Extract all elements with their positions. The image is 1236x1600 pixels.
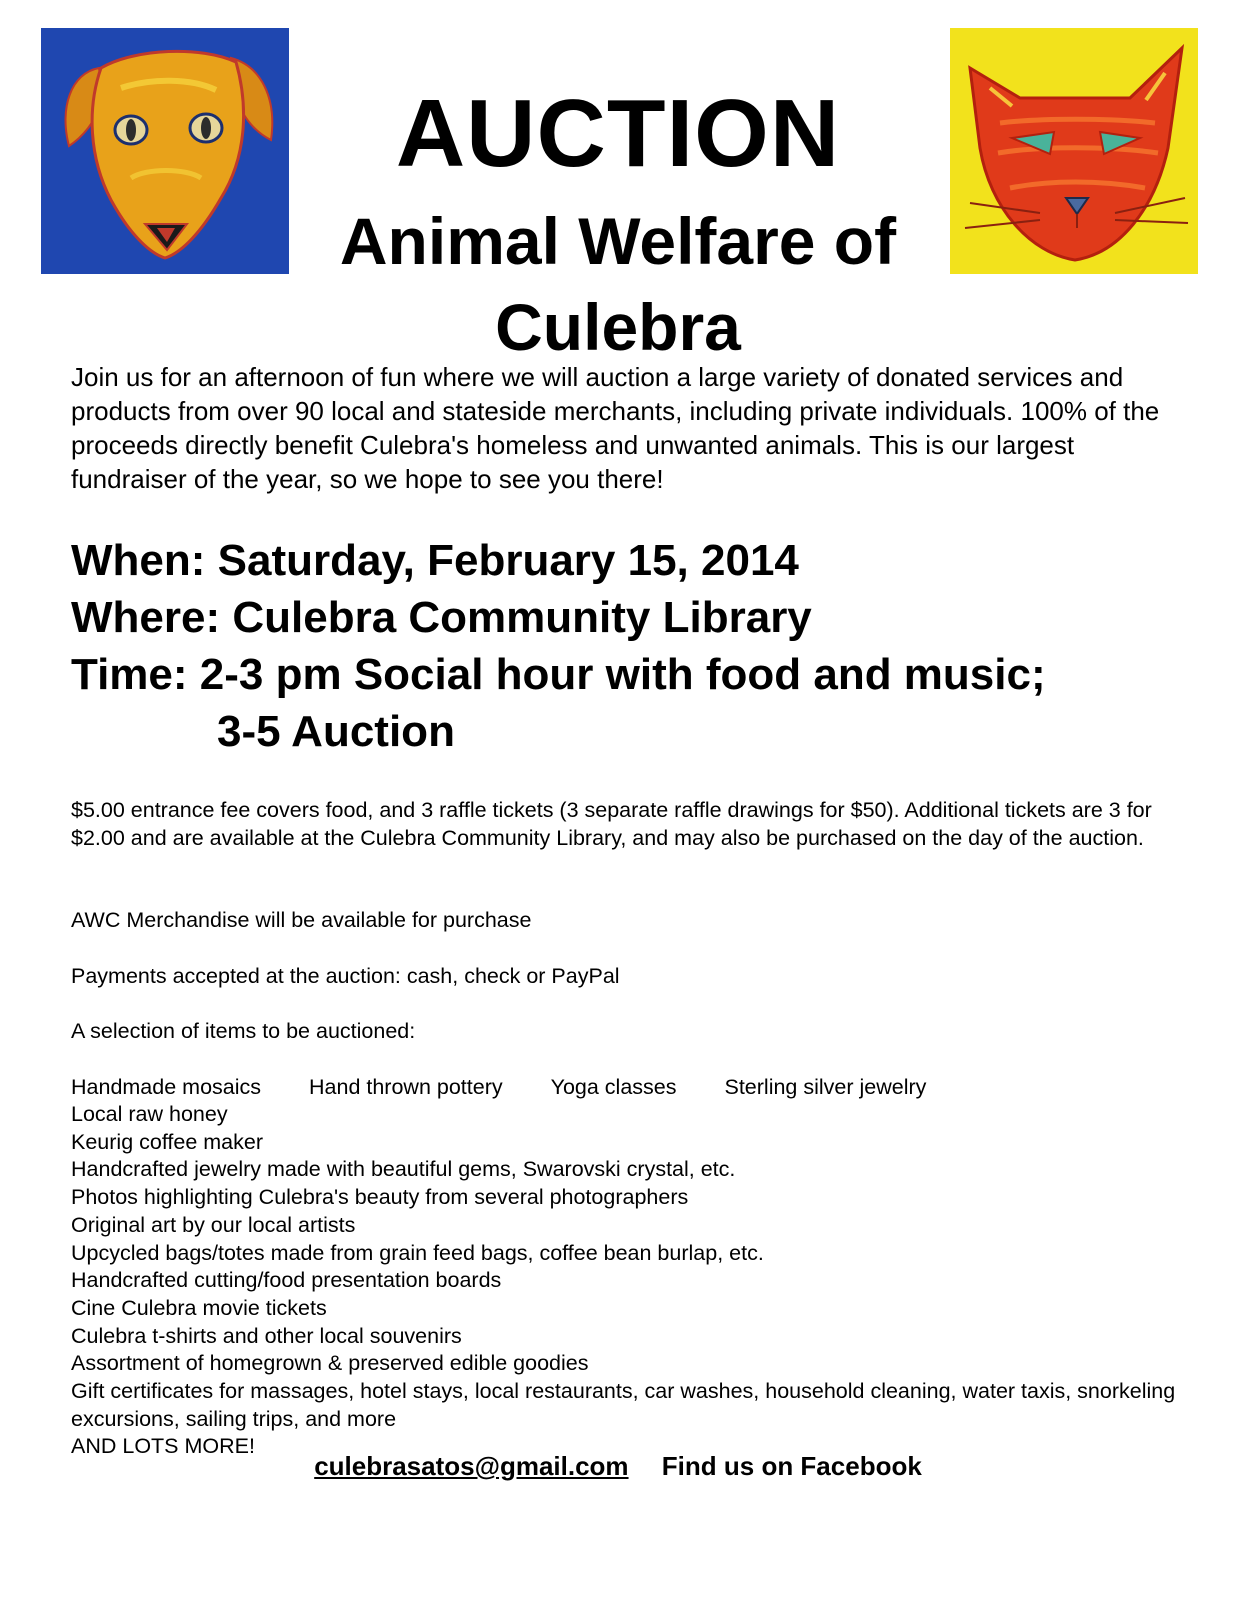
event-details: [71, 532, 1201, 760]
entrance-fee-text: $5.00 entrance fee covers food, and 3 raffle tickets (3 separate raffle drawings for $50). Additional tickets are 3 for $2.00 and are available at the Culebra Community Library, and may also be purchased on the day of the auction.: [71, 798, 1152, 850]
list-item: Handcrafted cutting/food presentation boards: [71, 1268, 502, 1293]
merchandise-text: AWC Merchandise will be available for purchase: [71, 908, 532, 932]
list-item: Sterling silver jewelry: [724, 1075, 927, 1099]
list-item: Original art by our local artists: [71, 1212, 356, 1237]
list-item: AND LOTS MORE!: [71, 1434, 255, 1459]
list-item: Photos highlighting Culebra's beauty from several photographers: [71, 1185, 689, 1210]
items-row: [71, 1073, 968, 1101]
list-item: Local raw honey: [71, 1102, 228, 1126]
auction-items-list: [71, 1101, 1181, 1461]
selection-heading: A selection of items to be auctioned:: [71, 1019, 416, 1043]
list-item: Assortment of homegrown & preserved edible goodies: [71, 1351, 589, 1376]
list-item: Yoga classes: [550, 1075, 677, 1099]
event-when: When: Saturday, February 15, 2014: [71, 536, 799, 585]
dog-painting-icon: [41, 28, 289, 274]
email-link[interactable]: culebrasatos@gmail.com: [314, 1451, 629, 1481]
list-item: Gift certificates for massages, hotel stays, local restaurants, car washes, household cleaning, water taxis, snorkeling excursions, sailing trips, and more: [71, 1379, 1176, 1431]
list-item: Handmade mosaics: [71, 1075, 262, 1099]
list-item: Upcycled bags/totes made from grain feed bags, coffee bean burlap, etc.: [71, 1240, 764, 1265]
cat-painting-icon: [950, 28, 1198, 274]
intro-paragraph: Join us for an afternoon of fun where we will auction a large variety of donated services and products from over 90 local and stateside merchants, including private individuals. 100% of the proceeds directly benefit Culebra's homeless and unwanted animals. This is our largest fundraiser of the year, so we hope to see you there!: [71, 362, 1160, 494]
event-where: Where: Culebra Community Library: [71, 593, 812, 642]
list-item: Keurig coffee maker: [71, 1129, 264, 1154]
list-item: Culebra t-shirts and other local souvenirs: [71, 1323, 462, 1348]
list-item: Hand thrown pottery: [309, 1075, 503, 1099]
event-time-continued: 3-5 Auction: [217, 707, 455, 756]
footer-contact: [0, 1449, 1236, 1483]
list-item: Handcrafted jewelry made with beautiful gems, Swarovski crystal, etc.: [71, 1157, 736, 1182]
organization-name: Animal Welfare of Culebra: [339, 204, 897, 364]
event-time: Time: 2-3 pm Social hour with food and music;: [71, 650, 1046, 699]
page-title: AUCTION: [395, 80, 841, 187]
payments-text: Payments accepted at the auction: cash, check or PayPal: [71, 964, 620, 988]
facebook-text: Find us on Facebook: [661, 1451, 922, 1481]
list-item: Cine Culebra movie tickets: [71, 1295, 327, 1320]
